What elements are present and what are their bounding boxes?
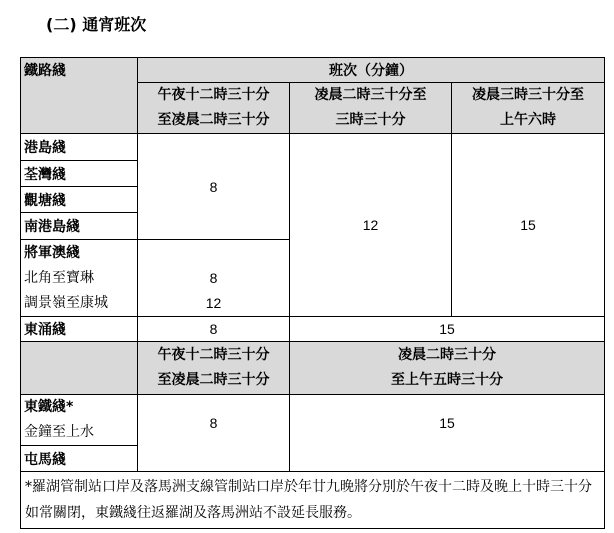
- line-east-rail: [21, 395, 138, 446]
- freq-value: 8: [138, 395, 290, 472]
- period-text: 凌晨二時三十分至: [314, 87, 427, 103]
- branch-name: 北角至寶琳: [24, 269, 94, 286]
- footnote: *羅湖管制站口岸及落馬洲支線管制站口岸於年廿九晚將分別於午夜十二時及晚上十時三十分如常關閉，東鐵綫往返羅湖及落馬洲站不設延長服務。: [21, 472, 605, 529]
- period-text: 三時三十分: [335, 112, 406, 128]
- line-tsuen-wan: 荃灣綫: [21, 161, 138, 187]
- freq-value: 8: [138, 134, 290, 240]
- period-text: 凌晨三時三十分至: [472, 87, 584, 103]
- period-text: 至上午五時三十分: [391, 372, 503, 388]
- period-text: 午夜十二時三十分: [157, 347, 270, 363]
- line-name: 東鐵綫*: [24, 399, 74, 415]
- header-period-1: [138, 83, 290, 134]
- line-tuen-ma: 屯馬綫: [21, 446, 138, 472]
- branch-name: 調景嶺至康城: [24, 294, 108, 311]
- line-tung-chung: 東涌綫: [21, 317, 138, 342]
- tko-values: [138, 240, 290, 317]
- header-period-2: [290, 83, 452, 134]
- period-text: 凌晨二時三十分: [398, 347, 496, 363]
- header-frequency: 班次（分鐘）: [138, 58, 605, 83]
- line-tseung-kwan-o: [21, 240, 138, 317]
- line-name: 將軍澳綫: [24, 244, 80, 261]
- freq-value: 15: [452, 134, 605, 317]
- freq-value: 12: [290, 134, 452, 317]
- header-period-b2: [290, 342, 605, 395]
- branch-name: 金鐘至上水: [24, 424, 94, 440]
- period-text: 至凌晨二時三十分: [157, 372, 270, 388]
- section-title: (二) 通宵班次: [46, 15, 147, 34]
- freq-value: 8: [209, 269, 218, 286]
- header-period-b1: [138, 342, 290, 395]
- freq-value: 12: [205, 294, 222, 311]
- freq-value: 8: [138, 317, 290, 342]
- header-railway-line: 鐵路綫: [21, 58, 138, 134]
- line-kwun-tong: 觀塘綫: [21, 187, 138, 213]
- period-text: 至凌晨二時三十分: [157, 112, 270, 128]
- line-south-island: 南港島綫: [21, 213, 138, 240]
- period-text: 上午六時: [500, 112, 556, 128]
- overnight-frequency-table: [20, 57, 605, 529]
- line-island: 港島綫: [21, 134, 138, 161]
- header-blank: [21, 342, 138, 395]
- freq-value: 15: [290, 317, 605, 342]
- period-text: 午夜十二時三十分: [157, 87, 270, 103]
- freq-value: 15: [290, 395, 605, 472]
- header-period-3: [452, 83, 605, 134]
